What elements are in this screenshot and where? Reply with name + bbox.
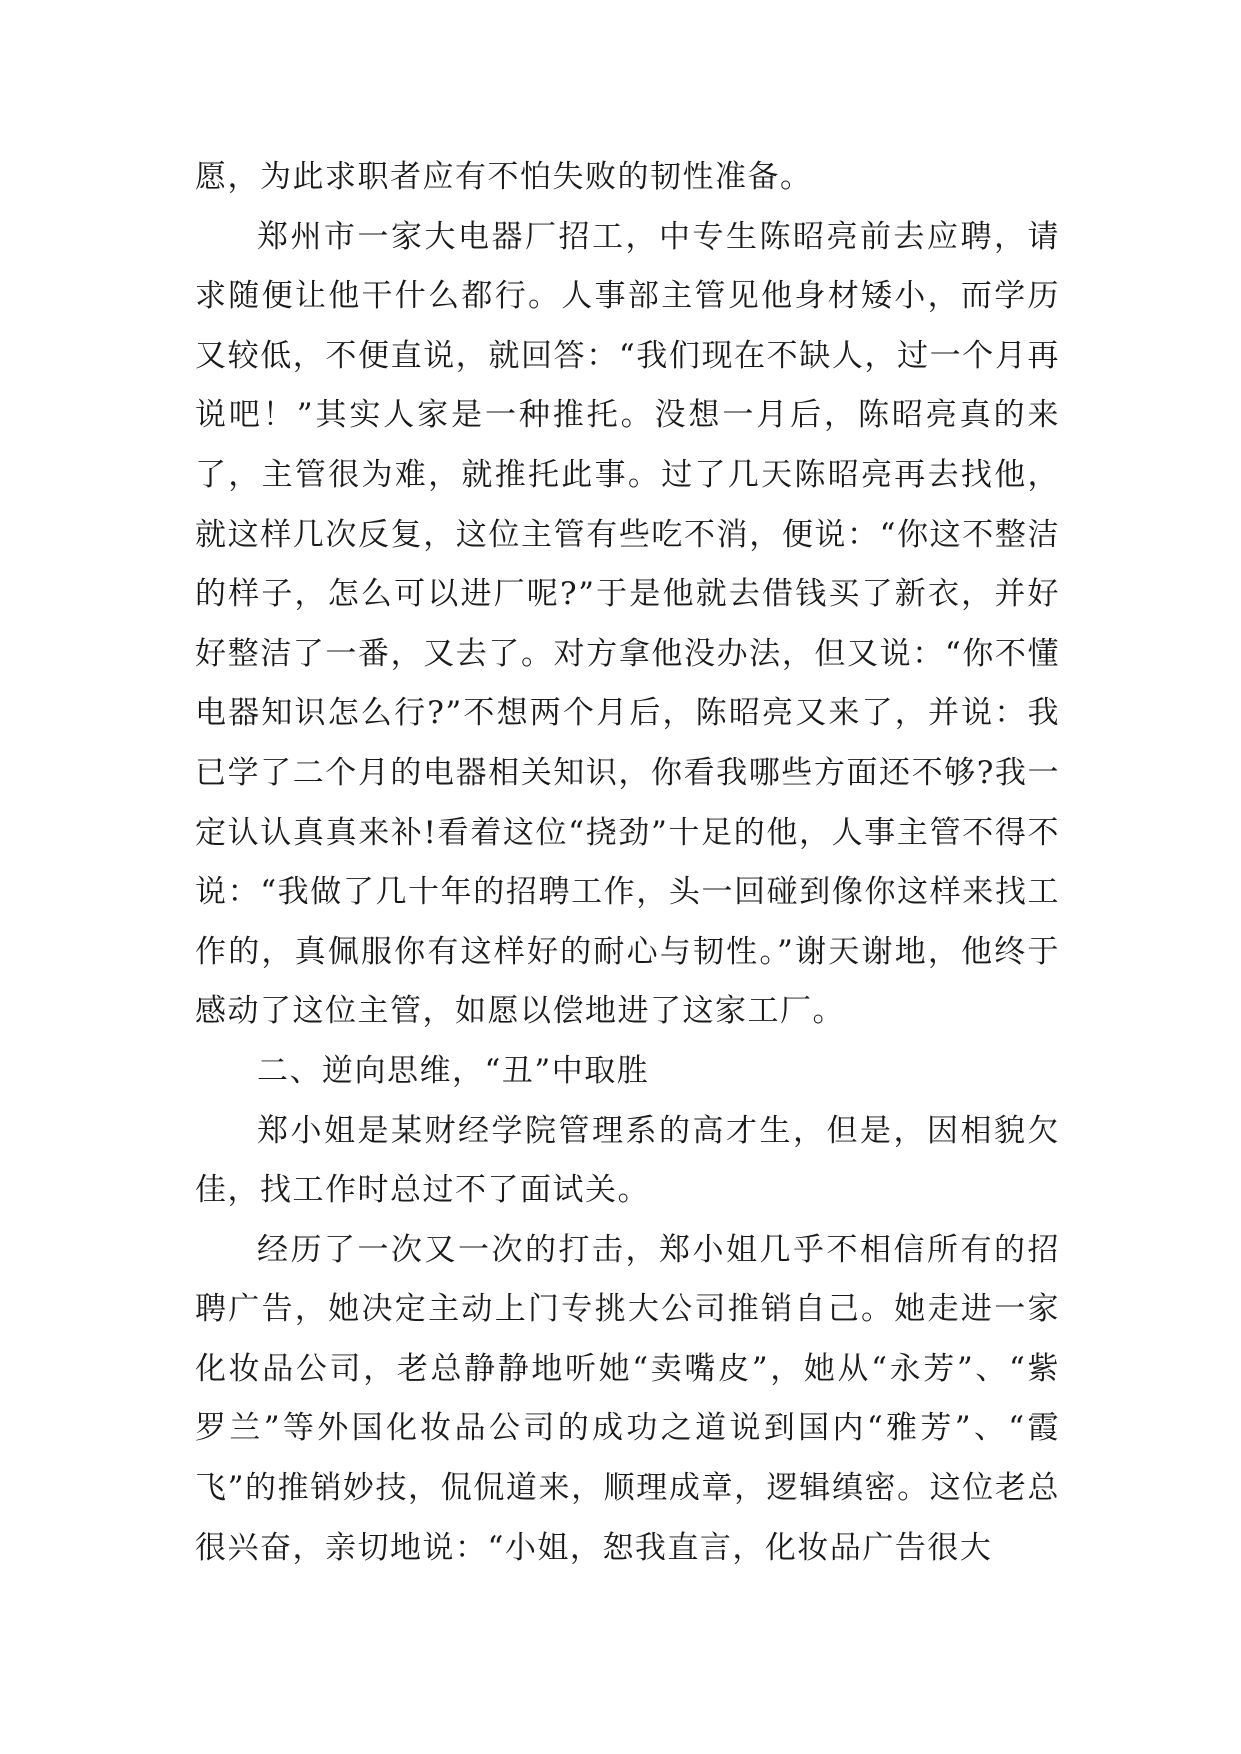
paragraph-miss-zheng-story: 经历了一次又一次的打击，郑小姐几乎不相信所有的招聘广告，她决定主动上门专挑大公司推销自己。她走进一家化妆品公司，老总静静地听她“卖嘴皮”，她从“永芳”、“紫罗兰”等外国化妆品公司的成功之道说到国内“雅芳”、“霞飞”的推销妙技，侃侃道来，顺理成章，逻辑缜密。这位老总很兴奋，亲切地说：“小姐，恕我直言，化妆品广告很大: [195, 1231, 1060, 1566]
paragraph-continuation: 愿，为此求职者应有不怕失败的韧性准备。: [195, 159, 813, 195]
section-heading: 二、逆向思维，“丑”中取胜: [257, 1052, 650, 1089]
paragraph-story-zhengzhou: 郑州市一家大电器厂招工，中专生陈昭亮前去应聘，请求随便让他干什么都行。人事部主管见他身材矮小，而学历又较低，不便直说，就回答：“我们现在不缺人，过一个月再说吧！”其实人家是一种推托。没想一月后，陈昭亮真的来了，主管很为难，就推托此事。过了几天陈昭亮再去找他，就这样几次反复，这位主管有些吃不消，便说：“你这不整洁的样子，怎么可以进厂呢?”于是他就去借钱买了新衣，并好好整洁了一番，又去了。对方拿他没办法，但又说：“你不懂电器知识怎么行?”不想两个月后，陈昭亮又来了，并说：我已学了二个月的电器相关知识，你看我哪些方面还不够?我一定认认真真来补!看着这位“挠劲”十足的他，人事主管不得不说：“我做了几十年的招聘工作，头一回碰到像你这样来找工作的，真佩服你有这样好的耐心与韧性。”谢天谢地，他终于感动了这位主管，如愿以偿地进了这家工厂。: [195, 218, 1060, 1030]
document-body: [195, 148, 1060, 1578]
paragraph-miss-zheng-intro: 郑小姐是某财经学院管理系的高才生，但是，因相貌欠佳，找工作时总过不了面试关。: [195, 1112, 1060, 1209]
